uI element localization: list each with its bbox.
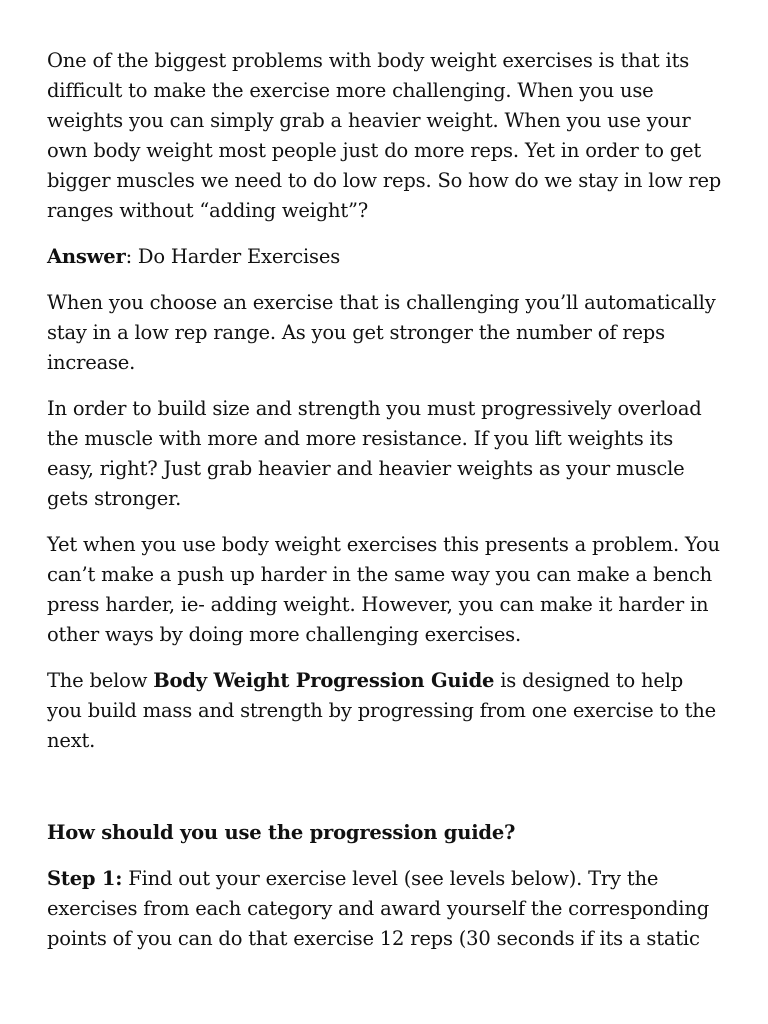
section-heading [47,818,723,848]
document-page [47,46,723,970]
bodyweight-problem-paragraph: Yet when you use body weight exercises this presents a problem. You can’t make a push up harder in the same way you can make a bench press harder, ie- adding weight. However, you can make it harder in other ways by doing more challenging exercises. [47,533,720,646]
intro-paragraph: One of the biggest problems with body weight exercises is that its difficult to make the exercise more challenging. When you use weights you can simply grab a heavier weight. When you use your own body weight most people just do more reps. Yet in order to get bigger muscles we need to do low reps. So how do we stay in low rep ranges without “adding weight”? [47,49,722,222]
overload-paragraph: In order to build size and strength you must progressively overload the muscle with more and more resistance. If you lift weights its easy, right? Just grab heavier and heavier weights as your muscle gets stronger. [47,397,702,510]
answer-label: Answer [47,245,126,268]
step-1-paragraph [47,864,723,954]
answer-text: : Do Harder Exercises [125,245,341,268]
guide-title: Body Weight Progression Guide [153,669,495,692]
answer-paragraph [47,242,723,272]
section-heading-text: How should you use the progression guide? [47,821,516,844]
guide-intro-paragraph [47,666,723,756]
step-1-text: Find out your exercise level (see levels below). Try the exercises from each category and award yourself the corresponding points of you can do that exercise 12 reps (30 seconds if its a static [47,867,709,950]
guide-intro-suffix: is designed to help you build mass and strength by progressing from one exercise to the next. [47,669,716,752]
challenge-paragraph: When you choose an exercise that is challenging you’ll automatically stay in a low rep range. As you get stronger the number of reps increase. [47,291,716,374]
step-1-label: Step 1: [47,867,123,890]
guide-intro-prefix: The below [47,669,154,692]
